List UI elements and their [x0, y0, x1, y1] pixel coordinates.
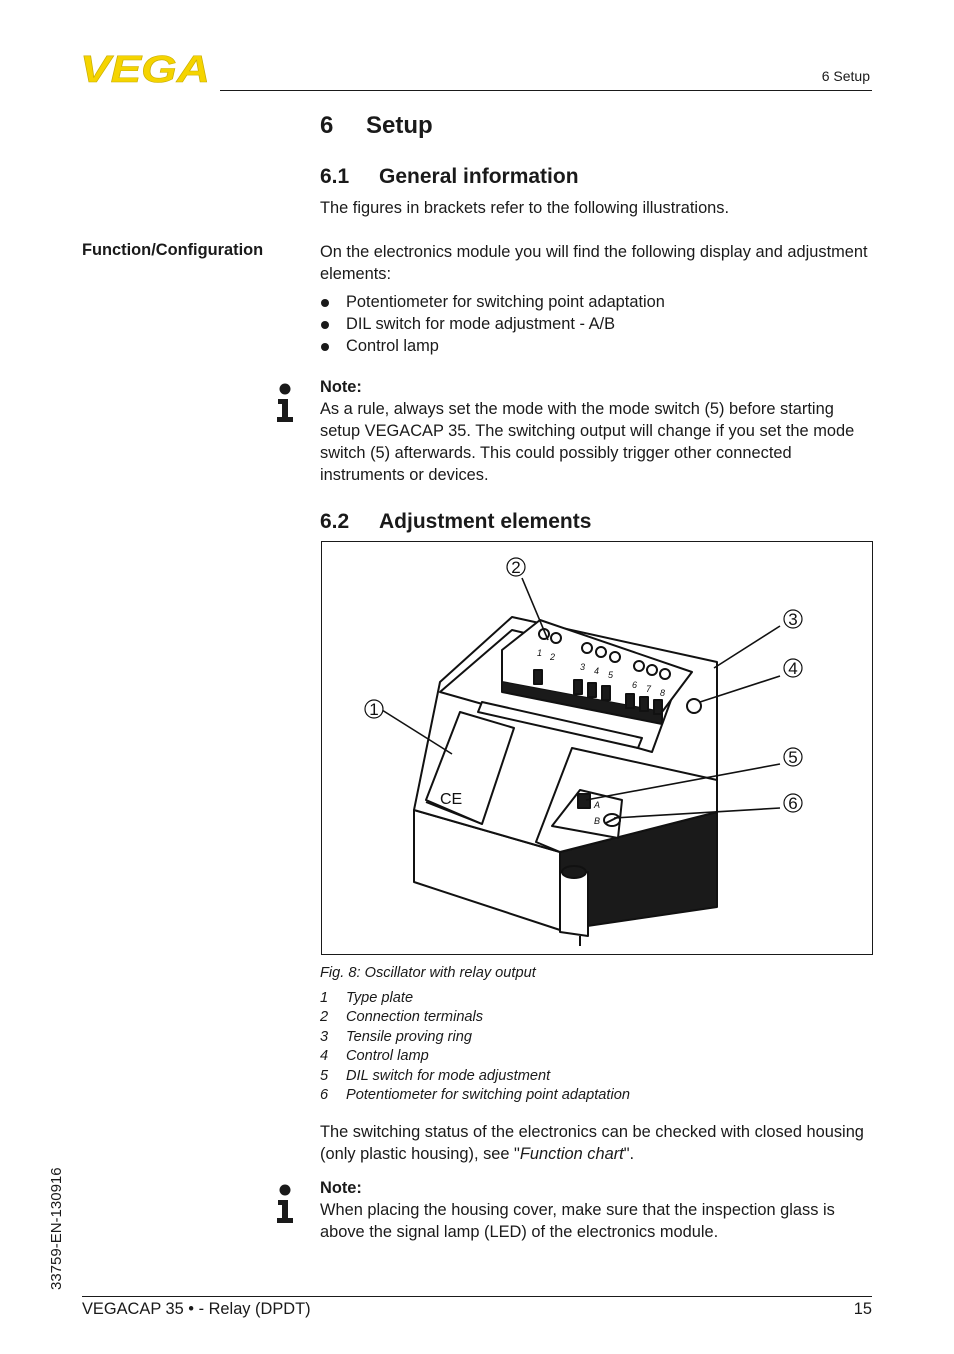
callout-3: 3 — [788, 610, 798, 629]
terminal-label: 8 — [660, 688, 666, 698]
intro-paragraph: The figures in brackets refer to the following illustrations. — [320, 199, 730, 217]
callout-2: 2 — [511, 558, 521, 577]
oscillator-illustration — [322, 542, 872, 954]
list-item: Potentiometer for switching point adaptation — [320, 291, 872, 313]
figure-caption: Fig. 8: Oscillator with relay output — [320, 965, 536, 981]
list-item: Control lamp — [320, 335, 872, 357]
callout-5: 5 — [788, 748, 798, 767]
switch-label-a: A — [594, 800, 601, 810]
list-item: DIL switch for mode adjustment - A/B — [320, 313, 872, 335]
note-title: Note: — [320, 378, 362, 396]
terminal-label: 2 — [550, 652, 556, 662]
function-chart-reference: Function chart — [519, 1145, 624, 1163]
chapter-number: 6 — [320, 112, 334, 139]
section-title: General information — [379, 165, 579, 188]
chapter-heading — [320, 112, 433, 140]
legend-row: 1 Type plate — [320, 990, 414, 1006]
note-text: When placing the housing cover, make sure that the inspection glass is above the signal lamp (LED) of the electronics module. — [320, 1201, 835, 1241]
note-block — [320, 376, 872, 486]
figure-frame — [321, 541, 873, 955]
legend-row: 2 Connection terminals — [320, 1009, 484, 1026]
legend-row: 5 DIL switch for mode adjustment — [320, 1067, 551, 1084]
header-divider — [220, 90, 872, 91]
terminal-label: 5 — [608, 670, 614, 680]
section-number: 6.2 — [320, 510, 350, 533]
chapter-title: Setup — [366, 112, 433, 139]
ce-mark: CE — [440, 791, 463, 808]
footer-product: VEGACAP 35 • - Relay (DPDT) — [82, 1300, 311, 1318]
vega-logo — [80, 52, 212, 84]
status-paragraph: The switching status of the electronics can be checked with closed housing (only plastic housing), see "Function chart". — [320, 1123, 864, 1163]
figure-legend — [320, 989, 630, 1105]
note-text: As a rule, always set the mode with the mode switch (5) before starting setup VEGACAP 35. The switching output will change if you set the mode switch (5) afterwards. This could possibly trigger other connected instruments or devices. — [320, 400, 855, 484]
side-label-function: Function/Configuration — [82, 241, 264, 259]
document-id: 33759-EN-130916 — [48, 1167, 65, 1290]
info-icon — [276, 383, 294, 423]
legend-row: 6 Potentiometer for switching point adaptation — [320, 1086, 630, 1103]
section-title: Adjustment elements — [379, 510, 592, 533]
terminal-label: 7 — [646, 684, 652, 694]
legend-row: 3 Tensile proving ring — [320, 1028, 473, 1045]
callout-6: 6 — [788, 794, 798, 813]
callout-1: 1 — [369, 700, 379, 719]
terminal-label: 3 — [580, 662, 586, 672]
elements-paragraph: On the electronics module you will find the following display and adjustment elements: — [320, 243, 868, 283]
terminal-label: 4 — [594, 666, 600, 676]
callout-4: 4 — [788, 659, 798, 678]
terminal-label: 6 — [632, 680, 638, 690]
legend-row: 4 Control lamp — [320, 1048, 429, 1065]
bullet-icon — [321, 321, 329, 329]
section-heading-general — [320, 165, 579, 189]
footer-divider — [82, 1296, 872, 1297]
page-number: 15 — [853, 1300, 872, 1318]
switch-label-b: B — [594, 816, 601, 826]
logo-text: VEGA — [80, 52, 210, 84]
note-block — [320, 1177, 872, 1243]
bullet-icon — [321, 343, 329, 351]
terminal-label: 1 — [537, 648, 543, 658]
info-icon — [276, 1184, 294, 1224]
bullet-icon — [321, 299, 329, 307]
bullet-list — [320, 291, 872, 357]
running-header: 6 Setup — [821, 68, 870, 84]
note-title: Note: — [320, 1179, 362, 1197]
section-heading-adjustment — [320, 510, 591, 534]
section-number: 6.1 — [320, 165, 350, 188]
